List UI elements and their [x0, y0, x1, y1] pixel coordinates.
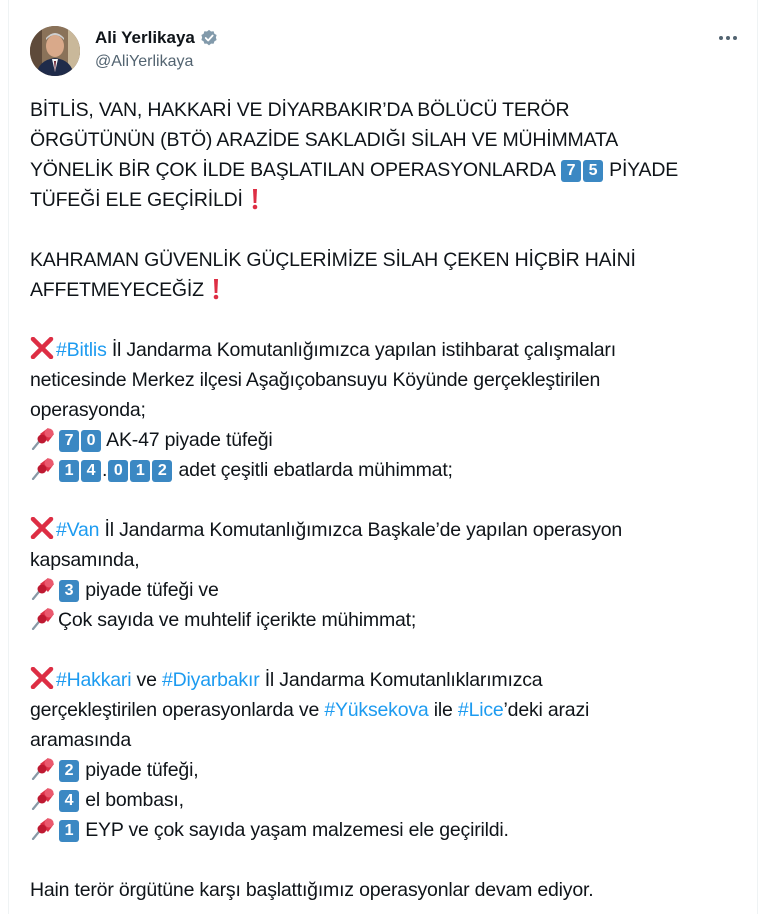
pushpin-icon — [30, 576, 56, 600]
text-line: İl Jandarma Komutanlıklarımızca — [259, 669, 543, 691]
keycap-digit: 1 — [59, 820, 79, 842]
author-row — [95, 28, 218, 48]
keycap-digit: 0 — [81, 430, 101, 452]
text-line: el bombası, — [85, 789, 184, 811]
text-line: BİTLİS, VAN, HAKKARİ VE DİYARBAKIR’DA BÖLÜCÜ TERÖR — [30, 99, 570, 121]
text-line: KAHRAMAN GÜVENLİK GÜÇLERİMİZE SİLAH ÇEKEN HİÇBİR HAİNİ — [30, 249, 636, 271]
exclamation-icon — [250, 188, 260, 210]
text-line: İl Jandarma Komutanlığımızca yapılan istihbarat çalışmaları — [106, 339, 616, 361]
keycap-digit: 4 — [81, 460, 101, 482]
cross-mark-icon — [30, 337, 54, 359]
keycap-digit: 2 — [59, 760, 79, 782]
keycap-digit: 4 — [59, 790, 79, 812]
verified-badge-icon — [200, 29, 218, 47]
text-line: operasyonda; — [30, 399, 146, 421]
author-name[interactable]: Ali Yerlikaya — [95, 28, 195, 47]
author-handle[interactable]: @AliYerlikaya — [95, 53, 194, 70]
text-line: neticesinde Merkez ilçesi Aşağıçobansuyu Köyünde gerçekleştirilen — [30, 369, 601, 391]
text-line: AFFETMEYECEĞİZ — [30, 279, 204, 301]
post-text — [30, 95, 745, 905]
avatar-photo — [30, 26, 80, 76]
hashtag-link[interactable]: #Van — [56, 519, 100, 541]
text-fragment: ile — [428, 699, 458, 721]
text-line: piyade tüfeği, — [85, 759, 199, 781]
pushpin-icon — [30, 426, 56, 450]
exclamation-icon — [211, 278, 221, 300]
text-line: YÖNELİK BİR ÇOK İLDE BAŞLATILAN OPERASYONLARDA — [30, 159, 555, 181]
text-line: Hain terör örgütüne karşı başlattığımız operasyonlar devam ediyor. — [30, 879, 594, 901]
hashtag-link[interactable]: #Lice — [457, 699, 504, 721]
hashtag-link[interactable]: #Diyarbakır — [161, 669, 260, 691]
text-line: AK-47 piyade tüfeği — [106, 429, 273, 451]
avatar[interactable] — [30, 26, 80, 76]
pushpin-icon — [30, 756, 56, 780]
text-line: kapsamında, — [30, 549, 140, 571]
hashtag-link[interactable]: #Bitlis — [56, 339, 107, 361]
pushpin-icon — [30, 456, 56, 480]
keycap-digit: 0 — [108, 460, 128, 482]
more-options-icon[interactable] — [714, 28, 742, 48]
keycap-digit: 2 — [152, 460, 172, 482]
text-line: PİYADE — [609, 159, 679, 181]
pushpin-icon — [30, 606, 56, 630]
cross-mark-icon — [30, 667, 54, 689]
keycap-digit: 7 — [561, 160, 581, 182]
pushpin-icon — [30, 786, 56, 810]
keycap-digit: 1 — [130, 460, 150, 482]
text-line: İl Jandarma Komutanlığımızca Başkale’de yapılan operasyon — [99, 519, 623, 541]
hashtag-link[interactable]: #Hakkari — [56, 669, 132, 691]
text-line: TÜFEĞİ ELE GEÇİRİLDİ — [30, 189, 243, 211]
keycap-digit: 3 — [59, 580, 79, 602]
keycap-digit: 1 — [59, 460, 79, 482]
text-line: ÖRGÜTÜNÜN (BTÖ) ARAZİDE SAKLADIĞI SİLAH VE MÜHİMMATA — [30, 129, 619, 151]
pushpin-icon — [30, 816, 56, 840]
text-fragment: gerçekleştirilen operasyonlarda ve — [30, 699, 325, 721]
hashtag-link[interactable]: #Yüksekova — [324, 699, 429, 721]
cross-mark-icon — [30, 517, 54, 539]
text-fragment: ve — [131, 669, 162, 691]
text-fragment: ’deki arazi — [503, 699, 590, 721]
text-line: EYP ve çok sayıda yaşam malzemesi ele geçirildi. — [85, 819, 509, 841]
thousands-separator: . — [102, 459, 108, 481]
text-line: Çok sayıda ve muhtelif içerikte mühimmat; — [58, 609, 417, 631]
text-line: adet çeşitli ebatlarda mühimmat; — [178, 459, 453, 481]
keycap-digit: 7 — [59, 430, 79, 452]
keycap-digit: 5 — [583, 160, 603, 182]
text-line: aramasında — [30, 729, 131, 751]
text-line: piyade tüfeği ve — [85, 579, 219, 601]
